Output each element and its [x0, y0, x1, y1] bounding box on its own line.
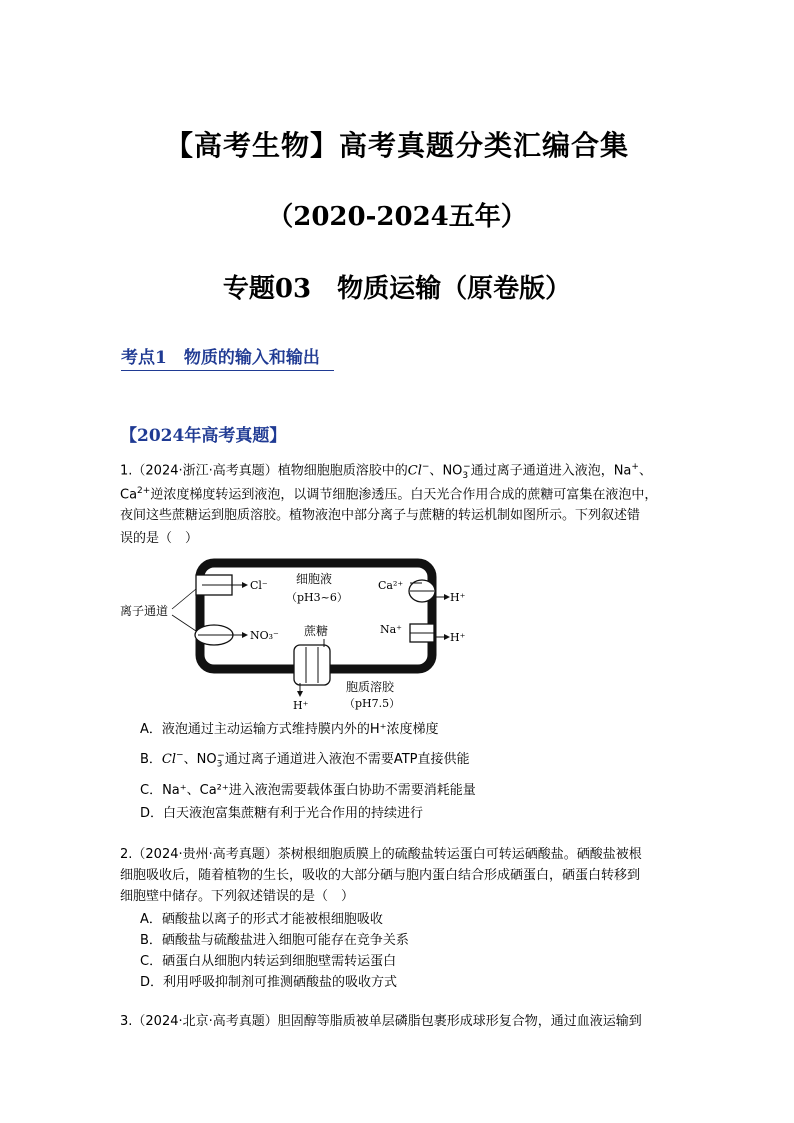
q3-line1: 3.（2024·北京·高考真题）胆固醇等脂质被单层磷脂包裹形成球形复合物，通过血液运输到 [120, 1014, 642, 1029]
q2-line3: 细胞壁中储存。下列叙述错误的是（ ） [120, 889, 355, 904]
q1-option-a[interactable]: A．液泡通过主动运输方式维持膜内外的H⁺浓度梯度 [140, 722, 439, 737]
h-label-sucrose: H⁺ [293, 699, 309, 711]
q2-option-d[interactable]: D．利用呼吸抑制剂可推测硒酸盐的吸收方式 [140, 975, 398, 990]
q2-option-c[interactable]: C．硒蛋白从细胞内转运到细胞壁需转运蛋白 [140, 954, 397, 969]
h-label-ca: H⁺ [450, 591, 466, 604]
topic-title: 专题03 物质运输（原卷版） [222, 274, 572, 304]
cytosol-ph: （pH7.5） [344, 697, 401, 710]
q1-line2: $Ca^{2+}$逆浓度梯度转运到液泡，以调节细胞渗透压。白天光合作用合成的蔗糖可富集在液泡中， [120, 486, 658, 503]
document-years: （2020-2024五年） [267, 202, 527, 232]
na-label: Na⁺ [380, 623, 402, 636]
document-title: 【高考生物】高考真题分类汇编合集 [164, 129, 629, 162]
sucrose-label: 蔗糖 [304, 624, 329, 638]
q2-option-a[interactable]: A．硒酸盐以离子的形式才能被根细胞吸收 [140, 912, 383, 927]
q2-line1: 2.（2024·贵州·高考真题）茶树根细胞质膜上的硫酸盐转运蛋白可转运硒酸盐。硒酸盐被根 [120, 847, 642, 862]
no3-label: NO₃⁻ [250, 629, 279, 642]
cl-label: Cl⁻ [250, 579, 268, 592]
q1-option-c[interactable]: C．Na⁺、Ca²⁺进入液泡需要载体蛋白协助不需要消耗能量 [140, 783, 476, 798]
q1-line1: 1.（2024·浙江·高考真题）植物细胞胞质溶胶中的Cl−、$NO_3^-$通过离子通道进入液泡，Na+、 [120, 462, 652, 481]
cytosol-label: 胞质溶胶 [346, 680, 395, 694]
q1-option-b[interactable]: B．Cl−、$NO_3^-$通过离子通道进入液泡不需要ATP直接供能 [140, 750, 470, 770]
q2-option-b[interactable]: B．硒酸盐与硫酸盐进入细胞可能存在竞争关系 [140, 933, 409, 948]
ca-label: Ca²⁺ [378, 579, 404, 592]
q2-line2: 细胞吸收后，随着植物的生长，吸收的大部分硒与胞内蛋白结合形成硒蛋白，硒蛋白转移到 [120, 868, 641, 883]
cell-sap-ph: （pH3~6） [286, 591, 348, 604]
q1-option-d[interactable]: D．白天液泡富集蔗糖有利于光合作用的持续进行 [140, 806, 424, 821]
sucrose-transporter [294, 645, 330, 685]
q1-line3: 夜间这些蔗糖运到胞质溶胶。植物液泡中部分离子与蔗糖的转运机制如图所示。下列叙述错 [120, 508, 641, 523]
ion-channel-label: 离子通道 [120, 604, 169, 618]
kaodian-heading: 考点1 物质的输入和输出 [121, 343, 334, 371]
transport-diagram [118, 553, 478, 711]
h-label-na: H⁺ [450, 631, 466, 644]
cell-sap-label: 细胞液 [296, 572, 333, 586]
section-heading: 【2024年高考真题】 [120, 426, 287, 446]
q1-line4: 误的是（ ） [120, 531, 199, 546]
